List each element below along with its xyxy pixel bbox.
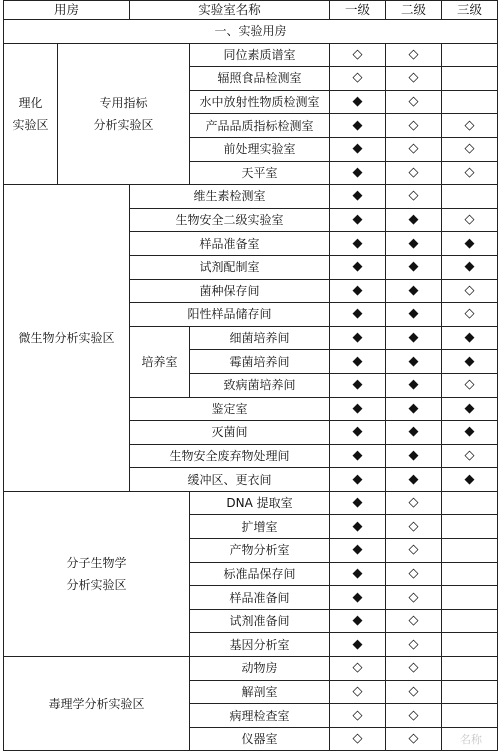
level-2-mark: ◇ xyxy=(386,491,442,515)
level-2-mark: ◆ xyxy=(386,373,442,397)
level-1-mark: ◆ xyxy=(330,350,386,374)
level-1-mark: ◆ xyxy=(330,161,386,185)
level-2-mark: ◆ xyxy=(386,326,442,350)
level-3-mark: ◆ xyxy=(442,326,498,350)
level-3-mark: ◆ xyxy=(442,468,498,492)
level-1-mark: ◆ xyxy=(330,609,386,633)
level-3-mark xyxy=(442,43,498,67)
level-2-mark: ◇ xyxy=(386,680,442,704)
level-1-mark: ◆ xyxy=(330,185,386,209)
room-name: 动物房 xyxy=(190,657,330,681)
level-2-mark: ◆ xyxy=(386,279,442,303)
level-3-mark xyxy=(442,657,498,681)
level-1-mark: ◇ xyxy=(330,727,386,751)
room-name: 前处理实验室 xyxy=(190,137,330,161)
room-name: 生物安全二级实验室 xyxy=(130,208,330,232)
level-1-mark: ◆ xyxy=(330,633,386,657)
level-3-mark xyxy=(442,586,498,610)
group-microbiology: 微生物分析实验区 xyxy=(4,185,130,492)
level-3-mark xyxy=(442,90,498,114)
room-name: 仪器室 xyxy=(190,727,330,751)
level-3-mark xyxy=(442,704,498,728)
subgroup-special-analysis: 专用指标 分析实验区 xyxy=(58,43,190,185)
level-2-mark: ◇ xyxy=(386,185,442,209)
level-1-mark: ◆ xyxy=(330,539,386,563)
room-name: 缓冲区、更衣间 xyxy=(130,468,330,492)
level-1-mark: ◆ xyxy=(330,90,386,114)
header-level-1: 一级 xyxy=(330,1,386,20)
level-2-mark: ◆ xyxy=(386,397,442,421)
level-2-mark: ◇ xyxy=(386,90,442,114)
level-2-mark: ◇ xyxy=(386,43,442,67)
level-1-mark: ◆ xyxy=(330,303,386,327)
level-3-mark: ◇ xyxy=(442,279,498,303)
table-row xyxy=(4,491,498,515)
level-2-mark: ◆ xyxy=(386,444,442,468)
level-1-mark: ◆ xyxy=(330,562,386,586)
room-name: 标准品保存间 xyxy=(190,562,330,586)
level-2-mark: ◆ xyxy=(386,303,442,327)
room-name: 扩增室 xyxy=(190,515,330,539)
level-1-mark: ◆ xyxy=(330,255,386,279)
level-1-mark: ◇ xyxy=(330,67,386,91)
level-2-mark: ◆ xyxy=(386,350,442,374)
level-1-mark: ◆ xyxy=(330,279,386,303)
level-3-mark: ◇ xyxy=(442,114,498,138)
level-2-mark: ◇ xyxy=(386,137,442,161)
room-name: 霉菌培养间 xyxy=(190,350,330,374)
level-1-mark: ◆ xyxy=(330,232,386,256)
room-name: 水中放射性物质检测室 xyxy=(190,90,330,114)
group-toxicology: 毒理学分析实验区 xyxy=(4,657,190,751)
level-3-mark: ◇ xyxy=(442,303,498,327)
level-3-mark xyxy=(442,680,498,704)
subgroup-culture: 培养室 xyxy=(130,326,190,397)
level-2-mark: ◇ xyxy=(386,727,442,751)
level-3-mark xyxy=(442,562,498,586)
level-1-mark: ◆ xyxy=(330,468,386,492)
room-name: 辐照食品检测室 xyxy=(190,67,330,91)
room-name: 细菌培养间 xyxy=(190,326,330,350)
level-1-mark: ◆ xyxy=(330,586,386,610)
room-name: 产物分析室 xyxy=(190,539,330,563)
group-physchem: 理化 实验区 xyxy=(4,43,58,185)
room-name: 阳性样品储存间 xyxy=(130,303,330,327)
level-3-mark: ◇ xyxy=(442,137,498,161)
room-name: 病理检查室 xyxy=(190,704,330,728)
level-1-mark: ◆ xyxy=(330,373,386,397)
level-1-mark: ◆ xyxy=(330,137,386,161)
header-row xyxy=(4,1,498,20)
level-2-mark: ◇ xyxy=(386,114,442,138)
room-name: 鉴定室 xyxy=(130,397,330,421)
section-row xyxy=(4,20,498,44)
level-2-mark: ◇ xyxy=(386,562,442,586)
level-1-mark: ◆ xyxy=(330,421,386,445)
table-row xyxy=(4,43,498,67)
level-3-mark xyxy=(442,67,498,91)
room-name: DNA 提取室 xyxy=(190,491,330,515)
level-1-mark: ◇ xyxy=(330,704,386,728)
section-title: 一、实验用房 xyxy=(4,20,498,44)
room-name: 天平室 xyxy=(190,161,330,185)
level-3-mark: ◆ xyxy=(442,397,498,421)
level-3-mark: ◆ xyxy=(442,421,498,445)
room-name: 产品品质指标检测室 xyxy=(190,114,330,138)
watermark: 名称 xyxy=(460,733,482,746)
room-name: 试剂配制室 xyxy=(130,255,330,279)
room-name: 同位素质谱室 xyxy=(190,43,330,67)
level-1-mark: ◇ xyxy=(330,657,386,681)
room-name: 基因分析室 xyxy=(190,633,330,657)
level-2-mark: ◇ xyxy=(386,633,442,657)
room-name: 维生素检测室 xyxy=(130,185,330,209)
level-1-mark: ◆ xyxy=(330,444,386,468)
header-area: 用房 xyxy=(4,1,130,20)
level-2-mark: ◆ xyxy=(386,255,442,279)
room-name: 致病菌培养间 xyxy=(190,373,330,397)
level-3-mark: ◆ xyxy=(442,350,498,374)
room-name: 样品准备室 xyxy=(130,232,330,256)
level-2-mark: ◇ xyxy=(386,609,442,633)
level-2-mark: ◆ xyxy=(386,468,442,492)
level-2-mark: ◇ xyxy=(386,161,442,185)
level-3-mark xyxy=(442,515,498,539)
level-1-mark: ◆ xyxy=(330,515,386,539)
level-3-mark xyxy=(442,491,498,515)
level-2-mark: ◇ xyxy=(386,586,442,610)
lab-room-table xyxy=(3,0,498,751)
level-2-mark: ◇ xyxy=(386,657,442,681)
level-3-mark: ◇ xyxy=(442,373,498,397)
header-room-name: 实验室名称 xyxy=(130,1,330,20)
level-3-mark: ◇ xyxy=(442,161,498,185)
level-2-mark: ◇ xyxy=(386,515,442,539)
level-1-mark: ◆ xyxy=(330,397,386,421)
level-3-mark: ◇ xyxy=(442,444,498,468)
room-name: 菌种保存间 xyxy=(130,279,330,303)
level-3-mark: ◆ xyxy=(442,255,498,279)
group-molecular: 分子生物学 分析实验区 xyxy=(4,491,190,656)
room-name: 样品准备间 xyxy=(190,586,330,610)
level-2-mark: ◆ xyxy=(386,232,442,256)
room-name: 试剂准备间 xyxy=(190,609,330,633)
room-name: 解剖室 xyxy=(190,680,330,704)
table-row xyxy=(4,185,498,209)
level-2-mark: ◇ xyxy=(386,539,442,563)
level-3-mark xyxy=(442,539,498,563)
level-2-mark: ◆ xyxy=(386,421,442,445)
level-1-mark: ◇ xyxy=(330,680,386,704)
level-3-mark xyxy=(442,609,498,633)
level-1-mark: ◆ xyxy=(330,114,386,138)
level-1-mark: ◆ xyxy=(330,326,386,350)
level-1-mark: ◆ xyxy=(330,491,386,515)
level-2-mark: ◇ xyxy=(386,67,442,91)
level-2-mark: ◇ xyxy=(386,704,442,728)
header-level-2: 二级 xyxy=(386,1,442,20)
level-3-mark xyxy=(442,185,498,209)
level-3-mark: ◆ xyxy=(442,232,498,256)
table-row xyxy=(4,657,498,681)
level-1-mark: ◇ xyxy=(330,43,386,67)
level-3-mark: ◇ xyxy=(442,208,498,232)
header-level-3: 三级 xyxy=(442,1,498,20)
room-name: 生物安全废弃物处理间 xyxy=(130,444,330,468)
level-2-mark: ◆ xyxy=(386,208,442,232)
room-name: 灭菌间 xyxy=(130,421,330,445)
level-3-mark xyxy=(442,633,498,657)
level-1-mark: ◆ xyxy=(330,208,386,232)
